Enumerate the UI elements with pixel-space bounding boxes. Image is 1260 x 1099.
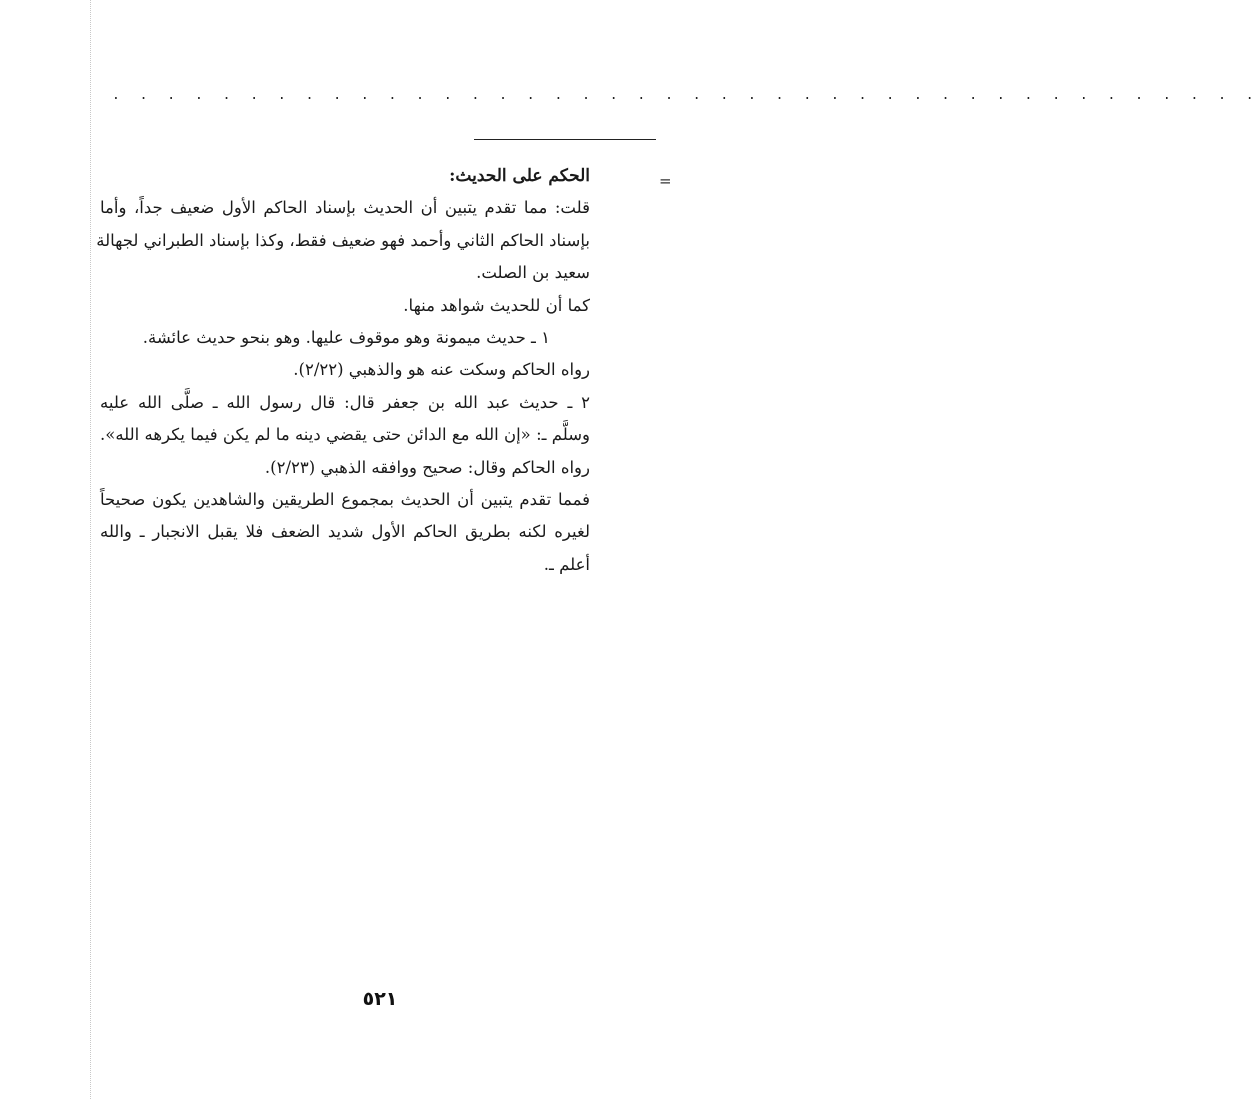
text-line-2: بإسناد الحاكم الثاني وأحمد فهو ضعيف فقط، وكذا بإسناد الطبراني لجهالة (96, 230, 590, 250)
footnote-separator-rule (474, 139, 656, 140)
text-line-1: قلت: مما تقدم يتبين أن الحديث بإسناد الحاكم الأول ضعيف جداً، وأما (100, 198, 590, 218)
text-line-6: رواه الحاكم وسكت عنه هو والذهبي (٢/٢٢). (293, 360, 590, 380)
page-number: ٥٢١ (362, 988, 398, 1010)
page-edge-line (90, 0, 91, 1099)
text-line-10: فمما تقدم يتبين أن الحديث بمجموع الطريقين والشاهدين يكون صحيحاً (100, 489, 590, 509)
text-line-9: رواه الحاكم وقال: صحيح ووافقه الذهبي (٢/٢٣). (264, 457, 590, 477)
text-line-4: كما أن للحديث شواهد منها. (403, 295, 590, 315)
text-line-8: وسلَّم ـ: «إن الله مع الدائن حتى يقضي دينه ما لم يكن فيما يكرهه الله». (100, 425, 590, 445)
text-line-5: ١ ـ حديث ميمونة وهو موقوف عليها. وهو بنحو حديث عائشة. (142, 327, 550, 347)
section-heading: الحكم على الحديث: (449, 166, 590, 186)
margin-continuation-mark: = (659, 172, 672, 190)
text-line-3: سعيد بن الصلت. (476, 263, 590, 283)
text-line-12: أعلم ـ. (543, 554, 590, 574)
section-body (96, 160, 590, 581)
dotted-separator: . . . . . . . . . . . . . . . . . . . . . . . . . . . . . . . . . . . . . . . . . . (112, 88, 1260, 103)
text-line-7: ٢ ـ حديث عبد الله بن جعفر قال: قال رسول الله ـ صلَّى الله عليه (100, 392, 590, 412)
text-line-11: لغيره لكنه بطريق الحاكم الأول شديد الضعف فلا يقبل الانجبار ـ والله (100, 522, 590, 542)
